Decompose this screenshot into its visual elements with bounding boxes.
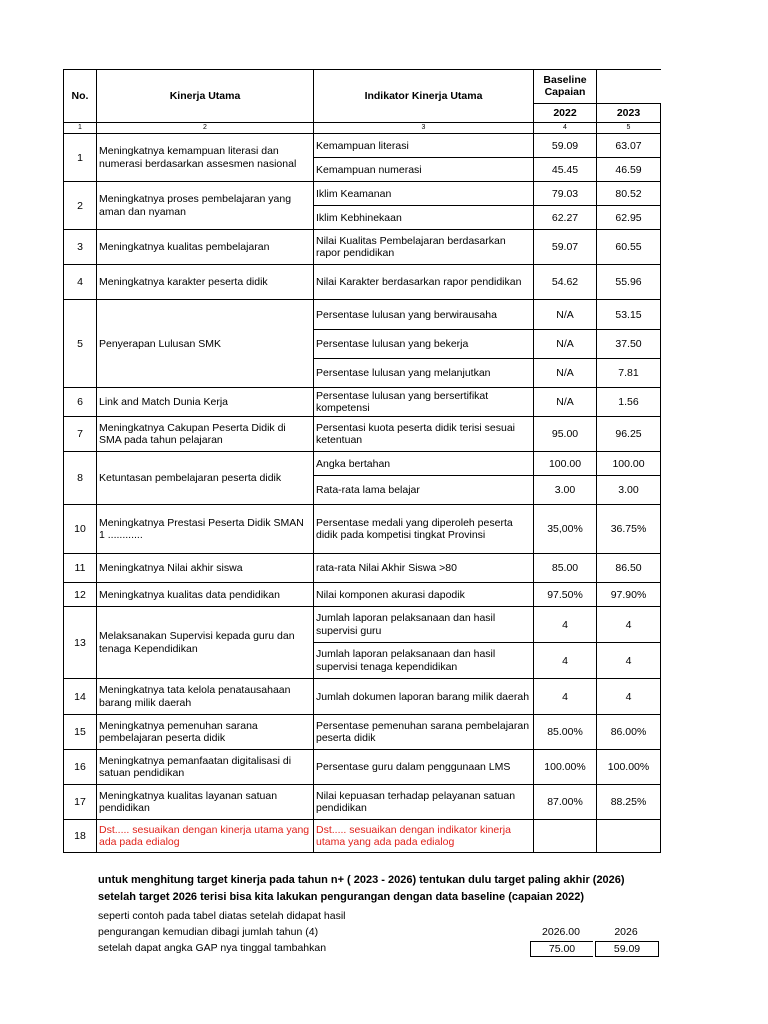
table-row — [64, 785, 661, 820]
row-number: 18 — [64, 820, 97, 853]
row-number: 16 — [64, 750, 97, 785]
value-2022-cell — [534, 820, 597, 853]
table-row — [64, 134, 661, 158]
header-year-2022: 2022 — [534, 103, 597, 122]
table-row — [64, 583, 661, 607]
indikator-cell: rata-rata Nilai Akhir Siswa >80 — [314, 554, 534, 583]
kinerja-utama-cell: Meningkatnya kualitas pembelajaran — [97, 230, 314, 265]
value-2022-cell: 100.00% — [534, 750, 597, 785]
value-2023-cell: 7.81 — [597, 359, 661, 388]
table-row — [64, 182, 661, 206]
note-line-4 — [98, 924, 660, 940]
indikator-cell: Persentase lulusan yang berwirausaha — [314, 300, 534, 330]
value-2022-cell: N/A — [534, 300, 597, 330]
value-2023-cell: 4 — [597, 607, 661, 643]
value-2022-cell: 87.00% — [534, 785, 597, 820]
kinerja-utama-cell: Meningkatnya tata kelola penatausahaan barang milik daerah — [97, 679, 314, 715]
value-2023-cell: 53.15 — [597, 300, 661, 330]
row-number: 6 — [64, 388, 97, 417]
value-2022-cell: 100.00 — [534, 452, 597, 476]
value-2023-cell: 97.90% — [597, 583, 661, 607]
kinerja-utama-cell: Meningkatnya proses pembelajaran yang aman dan nyaman — [97, 182, 314, 230]
kinerja-utama-cell: Ketuntasan pembelajaran peserta didik — [97, 452, 314, 505]
indikator-cell: Persentase medali yang diperoleh peserta didik pada kompetisi tingkat Provinsi — [314, 505, 534, 554]
value-2023-cell: 96.25 — [597, 417, 661, 452]
table-row — [64, 230, 661, 265]
note-line-4-value-1: 2026.00 — [542, 926, 580, 938]
value-2023-cell: 60.55 — [597, 230, 661, 265]
value-2023-cell: 86.50 — [597, 554, 661, 583]
value-2023-cell: 88.25% — [597, 785, 661, 820]
value-2023-cell: 100.00 — [597, 452, 661, 476]
row-number: 2 — [64, 182, 97, 230]
value-2022-cell: 3.00 — [534, 476, 597, 505]
row-number: 15 — [64, 715, 97, 750]
index-row — [64, 123, 661, 134]
row-number: 1 — [64, 134, 97, 182]
indikator-cell: Jumlah laporan pelaksanaan dan hasil supervisi tenaga kependidikan — [314, 643, 534, 679]
table-row — [64, 452, 661, 476]
note-line-4-value-2: 2026 — [614, 926, 638, 938]
value-2023-cell: 46.59 — [597, 158, 661, 182]
row-number: 8 — [64, 452, 97, 505]
indikator-cell: Persentase lulusan yang bekerja — [314, 330, 534, 359]
note-line-5 — [98, 940, 660, 956]
note-line-1: untuk menghitung target kinerja pada tahun n+ ( 2023 - 2026) tentukan dulu target paling akhir (2026) — [98, 874, 625, 886]
value-2023-cell: 3.00 — [597, 476, 661, 505]
indikator-cell: Angka bertahan — [314, 452, 534, 476]
value-2023-cell: 100.00% — [597, 750, 661, 785]
value-2022-cell: 59.07 — [534, 230, 597, 265]
value-2022-cell: 45.45 — [534, 158, 597, 182]
kinerja-utama-cell: Meningkatnya kemampuan literasi dan numerasi berdasarkan assesmen nasional — [97, 134, 314, 182]
indikator-cell: Persentase lulusan yang melanjutkan — [314, 359, 534, 388]
index-cell: 4 — [534, 123, 597, 134]
value-2022-cell: 35,00% — [534, 505, 597, 554]
value-2023-cell — [597, 820, 661, 853]
indikator-cell: Iklim Keamanan — [314, 182, 534, 206]
indikator-cell: Persentase guru dalam penggunaan LMS — [314, 750, 534, 785]
row-number: 11 — [64, 554, 97, 583]
table-row — [64, 820, 661, 853]
value-2023-cell: 37.50 — [597, 330, 661, 359]
kinerja-utama-cell: Meningkatnya karakter peserta didik — [97, 265, 314, 300]
kinerja-utama-cell: Penyerapan Lulusan SMK — [97, 300, 314, 388]
indikator-cell: Persentase pemenuhan sarana pembelajaran peserta didik — [314, 715, 534, 750]
value-2022-cell: 59.09 — [534, 134, 597, 158]
note-line-3-text: seperti contoh pada tabel diatas setelah didapat hasil — [98, 910, 346, 922]
value-2023-cell: 62.95 — [597, 206, 661, 230]
table-row — [64, 750, 661, 785]
kinerja-utama-cell: Dst..... sesuaikan dengan kinerja utama yang ada pada edialog — [97, 820, 314, 853]
row-number: 12 — [64, 583, 97, 607]
kinerja-table — [63, 69, 661, 853]
value-2022-cell: N/A — [534, 330, 597, 359]
index-cell: 5 — [597, 123, 661, 134]
value-2023-cell: 36.75% — [597, 505, 661, 554]
kinerja-utama-cell: Meningkatnya kualitas data pendidikan — [97, 583, 314, 607]
header-year-2023: 2023 — [597, 103, 661, 122]
table-row — [64, 300, 661, 330]
table-row — [64, 679, 661, 715]
value-2022-cell: N/A — [534, 388, 597, 417]
row-number: 10 — [64, 505, 97, 554]
indikator-cell: Kemampuan numerasi — [314, 158, 534, 182]
row-number: 5 — [64, 300, 97, 388]
value-2022-cell: 4 — [534, 607, 597, 643]
row-number: 13 — [64, 607, 97, 679]
table-row — [64, 554, 661, 583]
indikator-cell: Iklim Kebhinekaan — [314, 206, 534, 230]
value-2022-cell: 97.50% — [534, 583, 597, 607]
value-2022-cell: 79.03 — [534, 182, 597, 206]
value-2023-cell: 80.52 — [597, 182, 661, 206]
table-row — [64, 417, 661, 452]
note-line-4-text: pengurangan kemudian dibagi jumlah tahun (4) — [98, 926, 319, 938]
kinerja-utama-cell: Link and Match Dunia Kerja — [97, 388, 314, 417]
row-number: 3 — [64, 230, 97, 265]
indikator-cell: Persentase lulusan yang bersertifikat kompetensi — [314, 388, 534, 417]
indikator-cell: Jumlah laporan pelaksanaan dan hasil supervisi guru — [314, 607, 534, 643]
row-number: 4 — [64, 265, 97, 300]
note-line-5-value-1: 75.00 — [530, 941, 593, 957]
note-line-5-value-2: 59.09 — [595, 941, 659, 957]
header-kinerja: Kinerja Utama — [97, 70, 314, 123]
kinerja-utama-cell: Meningkatnya pemenuhan sarana pembelajaran peserta didik — [97, 715, 314, 750]
header-baseline: Baseline Capaian — [534, 70, 597, 104]
indikator-cell: Nilai kepuasan terhadap pelayanan satuan pendidikan — [314, 785, 534, 820]
indikator-cell: Persentasi kuota peserta didik terisi sesuai ketentuan — [314, 417, 534, 452]
note-line-2: setelah target 2026 terisi bisa kita lakukan pengurangan dengan data baseline (capaian 2022) — [98, 891, 585, 903]
table-row — [64, 265, 661, 300]
kinerja-utama-cell: Meningkatnya pemanfaatan digitalisasi di satuan pendidikan — [97, 750, 314, 785]
indikator-cell: Nilai komponen akurasi dapodik — [314, 583, 534, 607]
index-cell: 2 — [97, 123, 314, 134]
header-row — [64, 70, 661, 104]
kinerja-utama-cell: Meningkatnya Nilai akhir siswa — [97, 554, 314, 583]
kinerja-utama-cell: Melaksanakan Supervisi kepada guru dan tenaga Kependidikan — [97, 607, 314, 679]
indikator-cell: Kemampuan literasi — [314, 134, 534, 158]
indikator-cell: Dst..... sesuaikan dengan indikator kinerja utama yang ada pada edialog — [314, 820, 534, 853]
value-2023-cell: 63.07 — [597, 134, 661, 158]
index-cell: 1 — [64, 123, 97, 134]
value-2023-cell: 4 — [597, 679, 661, 715]
value-2022-cell: 85.00% — [534, 715, 597, 750]
kinerja-utama-cell: Meningkatnya Cakupan Peserta Didik di SMA pada tahun pelajaran — [97, 417, 314, 452]
value-2023-cell: 4 — [597, 643, 661, 679]
value-2023-cell: 1.56 — [597, 388, 661, 417]
value-2022-cell: 54.62 — [534, 265, 597, 300]
table-row — [64, 388, 661, 417]
note-line-3 — [98, 908, 660, 924]
value-2022-cell: 85.00 — [534, 554, 597, 583]
table-row — [64, 715, 661, 750]
indikator-cell: Jumlah dokumen laporan barang milik daerah — [314, 679, 534, 715]
indikator-cell: Nilai Karakter berdasarkan rapor pendidikan — [314, 265, 534, 300]
value-2023-cell: 86.00% — [597, 715, 661, 750]
value-2023-cell: 55.96 — [597, 265, 661, 300]
note-line-5-text: setelah dapat angka GAP nya tinggal tambahkan — [98, 942, 327, 954]
indikator-cell: Nilai Kualitas Pembelajaran berdasarkan rapor pendidikan — [314, 230, 534, 265]
kinerja-utama-cell: Meningkatnya kualitas layanan satuan pendidikan — [97, 785, 314, 820]
value-2022-cell: 4 — [534, 643, 597, 679]
row-number: 17 — [64, 785, 97, 820]
header-blank — [597, 70, 661, 104]
table-row — [64, 607, 661, 643]
kinerja-utama-cell: Meningkatnya Prestasi Peserta Didik SMAN 1 ............ — [97, 505, 314, 554]
row-number: 14 — [64, 679, 97, 715]
value-2022-cell: N/A — [534, 359, 597, 388]
indikator-cell: Rata-rata lama belajar — [314, 476, 534, 505]
value-2022-cell: 95.00 — [534, 417, 597, 452]
table-row — [64, 505, 661, 554]
value-2022-cell: 4 — [534, 679, 597, 715]
value-2022-cell: 62.27 — [534, 206, 597, 230]
notes-section — [98, 872, 660, 956]
header-indikator: Indikator Kinerja Utama — [314, 70, 534, 123]
row-number: 7 — [64, 417, 97, 452]
index-cell: 3 — [314, 123, 534, 134]
header-no: No. — [64, 70, 97, 123]
